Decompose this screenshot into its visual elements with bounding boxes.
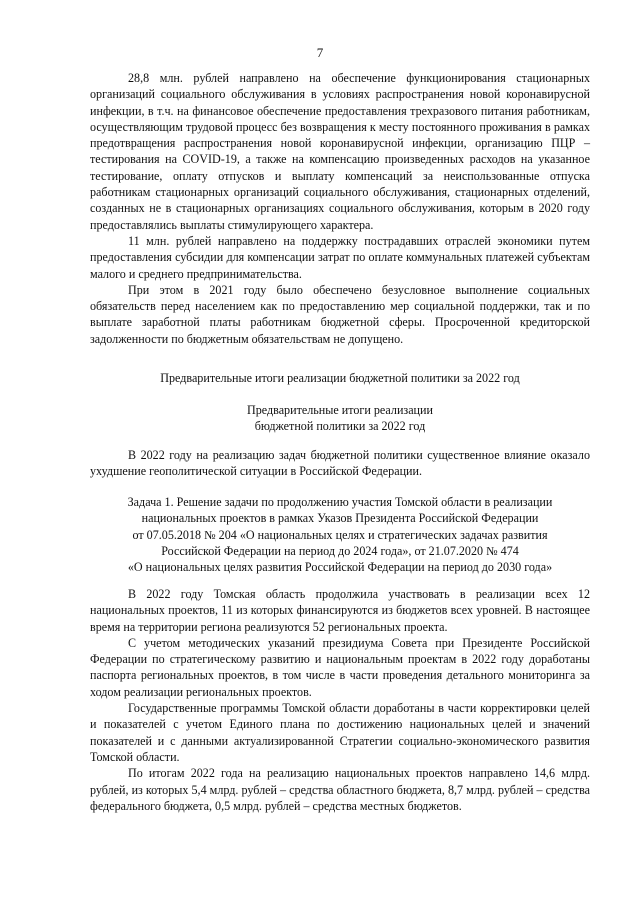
page-number: 7 — [316, 45, 324, 60]
paragraph: В 2022 году Томская область продолжила участвовать в реализации всех 12 национальных проектов, 11 из которых финансируются из бюджетов всех уровней. В настоящее время на территории региона реализуются 52 региональных проекта. — [90, 587, 590, 634]
task-heading-line: национальных проектов в рамках Указов Президента Российской Федерации — [141, 511, 539, 526]
text-block-2022-intro — [90, 447, 590, 480]
paragraph: Государственные программы Томской области доработаны в части корректировки целей и показателей с учетом Единого плана по достижению национальных целей и значений показателей и с данными актуализированной Стратегии социально-экономического развития Томской области. — [90, 701, 590, 764]
paragraph: При этом в 2021 году было обеспечено безусловное выполнение социальных обязательств перед населением как по предоставлению мер социальной поддержки, так и по выплате заработной платы работникам бюджетной сферы. Просроченной кредиторской задолженности по бюджетным обязательствам не допущено. — [90, 282, 590, 346]
heading-line: Предварительные итоги реализации — [247, 403, 433, 417]
task-heading-line: от 07.05.2018 № 204 «О национальных целях и стратегических задачах развития — [132, 527, 548, 542]
paragraph: С учетом методических указаний президиума Совета при Президенте Российской Федерации по стратегическому развитию и национальным проектам в 2022 году доработаны паспорта региональных проектов, в том числе в части проведения детального мониторинга за ходом реализации региональных проектов. — [90, 635, 590, 699]
text-block-national-projects — [90, 586, 590, 814]
task-heading-line: Задача 1. Решение задачи по продолжению участия Томской области в реализации — [127, 495, 553, 509]
task-heading — [70, 494, 610, 575]
heading-line: бюджетной политики за 2022 год — [254, 419, 426, 434]
section-heading-duplicate — [70, 402, 610, 435]
paragraph: 11 млн. рублей направлено на поддержку пострадавших отраслей экономики путем предоставления субсидии для компенсации затрат по оплате коммунальных платежей субъектам малого и среднего предпринимательства. — [90, 233, 590, 281]
section-heading — [70, 370, 610, 386]
heading-line: Предварительные итоги реализации бюджетной политики за 2022 год — [160, 371, 520, 385]
paragraph: По итогам 2022 года на реализацию национальных проектов направлено 14,6 млрд. рублей, из которых 5,4 млрд. рублей – средства областного бюджета, 8,7 млрд. рублей – средства федерального бюджета, 0,5 млрд. рублей – средства местных бюджетов. — [90, 766, 590, 813]
paragraph: 28,8 млн. рублей направлено на обеспечение функционирования стационарных организаций социального обслуживания в условиях распространения новой коронавирусной инфекции, в т.ч. на финансовое обеспечение предоставления трехразового питания работникам, осуществляющим трудовой процесс без возвращения к месту постоянного проживания в рамках предотвращения распространения новой коронавирусной инфекции, организацию ПЦР – тестирования на COVID-19, а также на компенсацию произведенных расходов на указанное тестирование, оплату отпусков и выплату компенсаций за неиспользованные отпуска работникам стационарных организаций социального обслуживания, стационарных отделений, созданных не в стационарных организациях социального обслуживания, которым в 2020 году предоставлялись выплаты стимулирующего характера. — [90, 71, 590, 232]
task-heading-line: «О национальных целях развития Российской Федерации на период до 2030 года» — [127, 560, 553, 575]
paragraph: В 2022 году на реализацию задач бюджетной политики существенное влияние оказало ухудшение геополитической ситуации в Российской Федерации. — [90, 448, 590, 479]
text-block-2021 — [90, 70, 590, 347]
task-heading-line: Российской Федерации на период до 2024 года», от 21.07.2020 № 474 — [161, 543, 519, 558]
